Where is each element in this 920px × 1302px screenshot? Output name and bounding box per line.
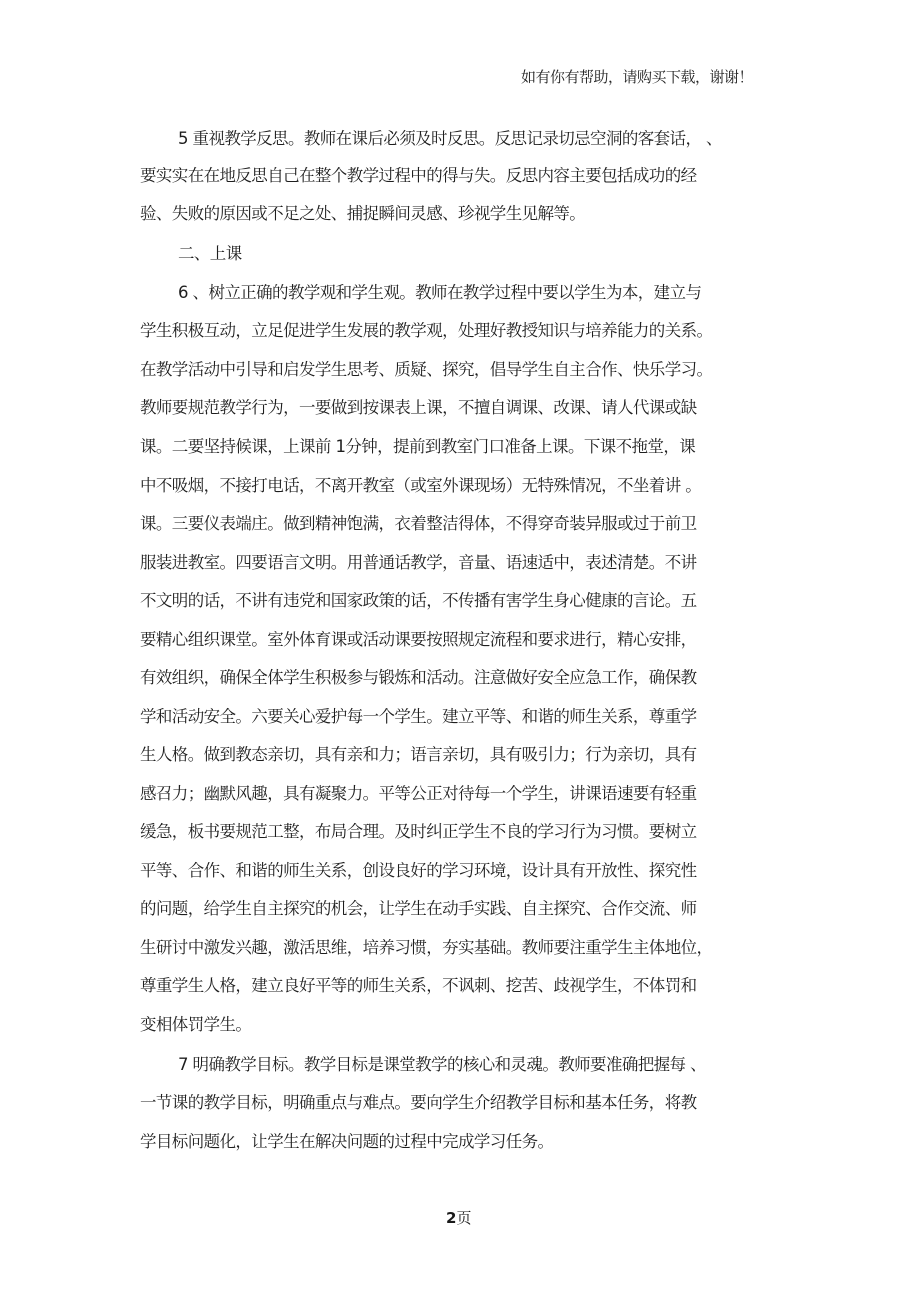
paragraph-line: 7 明确教学目标。教学目标是课堂教学的核心和灵魂。教师要准确把握每 、 [178,1055,706,1074]
page-number-unit: 页 [456,1209,472,1227]
paragraph-line: 有效组织，确保全体学生积极参与锻炼和活动。注意做好安全应急工作，确保教 [140,668,697,687]
paragraph-line: 中不吸烟，不接打电话，不离开教室（或室外课现场）无特殊情况，不坐着讲 。 [140,476,702,495]
paragraph-line: 缓急，板书要规范工整，布局合理。及时纠正学生不良的学习行为习惯。要树立 [140,822,697,841]
paragraph-line: 课。二要坚持候课，上课前 1分钟，提前到教室门口准备上课。下课不拖堂，课 [140,437,696,456]
paragraph-line: 感召力；幽默风趣，具有凝聚力。平等公正对待每一个学生，讲课语速要有轻重 [140,784,697,803]
paragraph-line: 要精心组织课堂。室外体育课或活动课要按照规定流程和要求进行，精心安排， [140,630,697,649]
page-number [446,1207,471,1228]
section-heading: 二、上课 [178,244,242,263]
paragraph-line: 一节课的教学目标，明确重点与难点。要向学生介绍教学目标和基本任务，将教 [140,1093,697,1112]
paragraph-line: 变相体罚学生。 [140,1015,252,1034]
paragraph-line: 要实实在在地反思自己在整个教学过程中的得与失。反思内容主要包括成功的经 [140,166,697,185]
download-note: 如有你有帮助，请购买下载，谢谢！ [521,68,754,86]
paragraph-line: 学生积极互动，立足促进学生发展的教学观，处理好教授知识与培养能力的关系。 [140,321,713,340]
paragraph-line: 服装进教室。四要语言文明。用普通话教学，音量、语速适中，表述清楚。不讲 [140,553,697,572]
paragraph-line: 尊重学生人格，建立良好平等的师生关系，不讽刺、挖苦、歧视学生，不体罚和 [140,976,697,995]
paragraph-line: 5 重视教学反思。教师在课后必须及时反思。反思记录切忌空洞的客套话， 、 [178,129,722,148]
paragraph-line: 不文明的话，不讲有违党和国家政策的话，不传播有害学生身心健康的言论。五 [140,591,697,610]
paragraph-line: 学和活动安全。六要关心爱护每一个学生。建立平等、和谐的师生关系，尊重学 [140,707,697,726]
paragraph-line: 学目标问题化，让学生在解决问题的过程中完成学习任务。 [140,1132,554,1151]
paragraph-line: 教师要规范教学行为，一要做到按课表上课，不擅自调课、改课、请人代课或缺 [140,398,697,417]
paragraph-line: 验、失败的原因或不足之处、捕捉瞬间灵感、珍视学生见解等。 [140,204,586,223]
paragraph-line: 生研讨中激发兴趣，激活思维，培养习惯，夯实基础。教师要注重学生主体地位， [140,938,713,957]
paragraph-line: 生人格。做到教态亲切，具有亲和力；语言亲切，具有吸引力；行为亲切，具有 [140,745,697,764]
paragraph-line: 6 、树立正确的教学观和学生观。教师在教学过程中要以学生为本，建立与 [178,283,702,302]
paragraph-line: 的问题，给学生自主探究的机会，让学生在动手实践、自主探究、合作交流、师 [140,899,697,918]
paragraph-line: 平等、合作、和谐的师生关系，创设良好的学习环境，设计具有开放性、探究性 [140,861,697,880]
paragraph-line: 在教学活动中引导和启发学生思考、质疑、探究，倡导学生自主合作、快乐学习。 [140,360,713,379]
paragraph-line: 课。三要仪表端庄。做到精神饱满，衣着整洁得体，不得穿奇装异服或过于前卫 [140,514,697,533]
page-number-value: 2 [446,1209,457,1227]
